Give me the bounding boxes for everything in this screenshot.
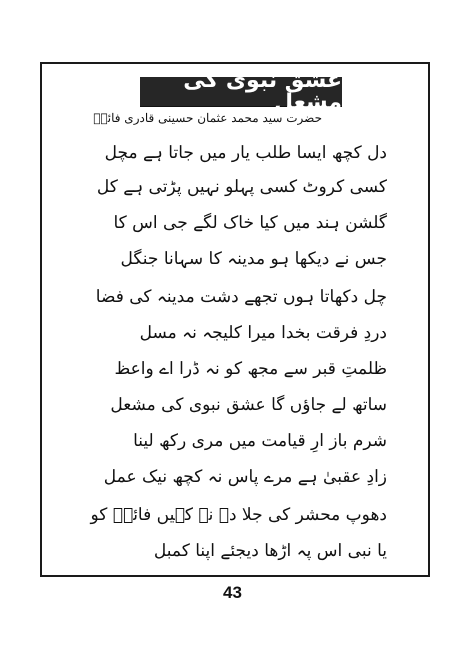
verse-line: دھوپ محشر کی جلا دے نہ کہیں فائقؔ کو (90, 505, 387, 525)
verse-line: شرم باز ارِ قیامت میں مری رکھ لینا (133, 431, 387, 451)
verse-line: جس نے دیکھا ہو مدینہ کا سہانا جنگل (120, 249, 387, 269)
verse-line: یا نبی اس پہ اڑھا دیجئے اپنا کمبل (153, 541, 387, 561)
poet-name: حضرت سید محمد عثمان حسینی قادری فائقؔ (93, 111, 322, 125)
verse-line: ساتھ لے جاؤں گا عشق نبوی کی مشعل (110, 395, 387, 415)
verse-line: ظلمتِ قبر سے مجھ کو نہ ڈرا اے واعظ (114, 359, 387, 379)
poem-title: عشق نبوی کی مشعل (140, 77, 342, 106)
page-number: 43 (223, 583, 242, 602)
verse-line: زادِ عقبیٰ ہے مرے پاس نہ کچھ نیک عمل (103, 467, 387, 487)
verse-line: چل دکھاتا ہوں تجھے دشت مدینہ کی فضا (95, 287, 387, 307)
verse-line: دردِ فرقت بخدا میرا کلیجہ نہ مسل (139, 323, 387, 343)
verse-line: دل کچھ ایسا طلب یار میں جاتا ہے مچل (104, 143, 387, 163)
verse-line: گلشن ہند میں کیا خاک لگے جی اس کا (113, 213, 387, 233)
verse-line: کسی کروٹ کسی پہلو نہیں پڑتی ہے کل (96, 177, 387, 197)
